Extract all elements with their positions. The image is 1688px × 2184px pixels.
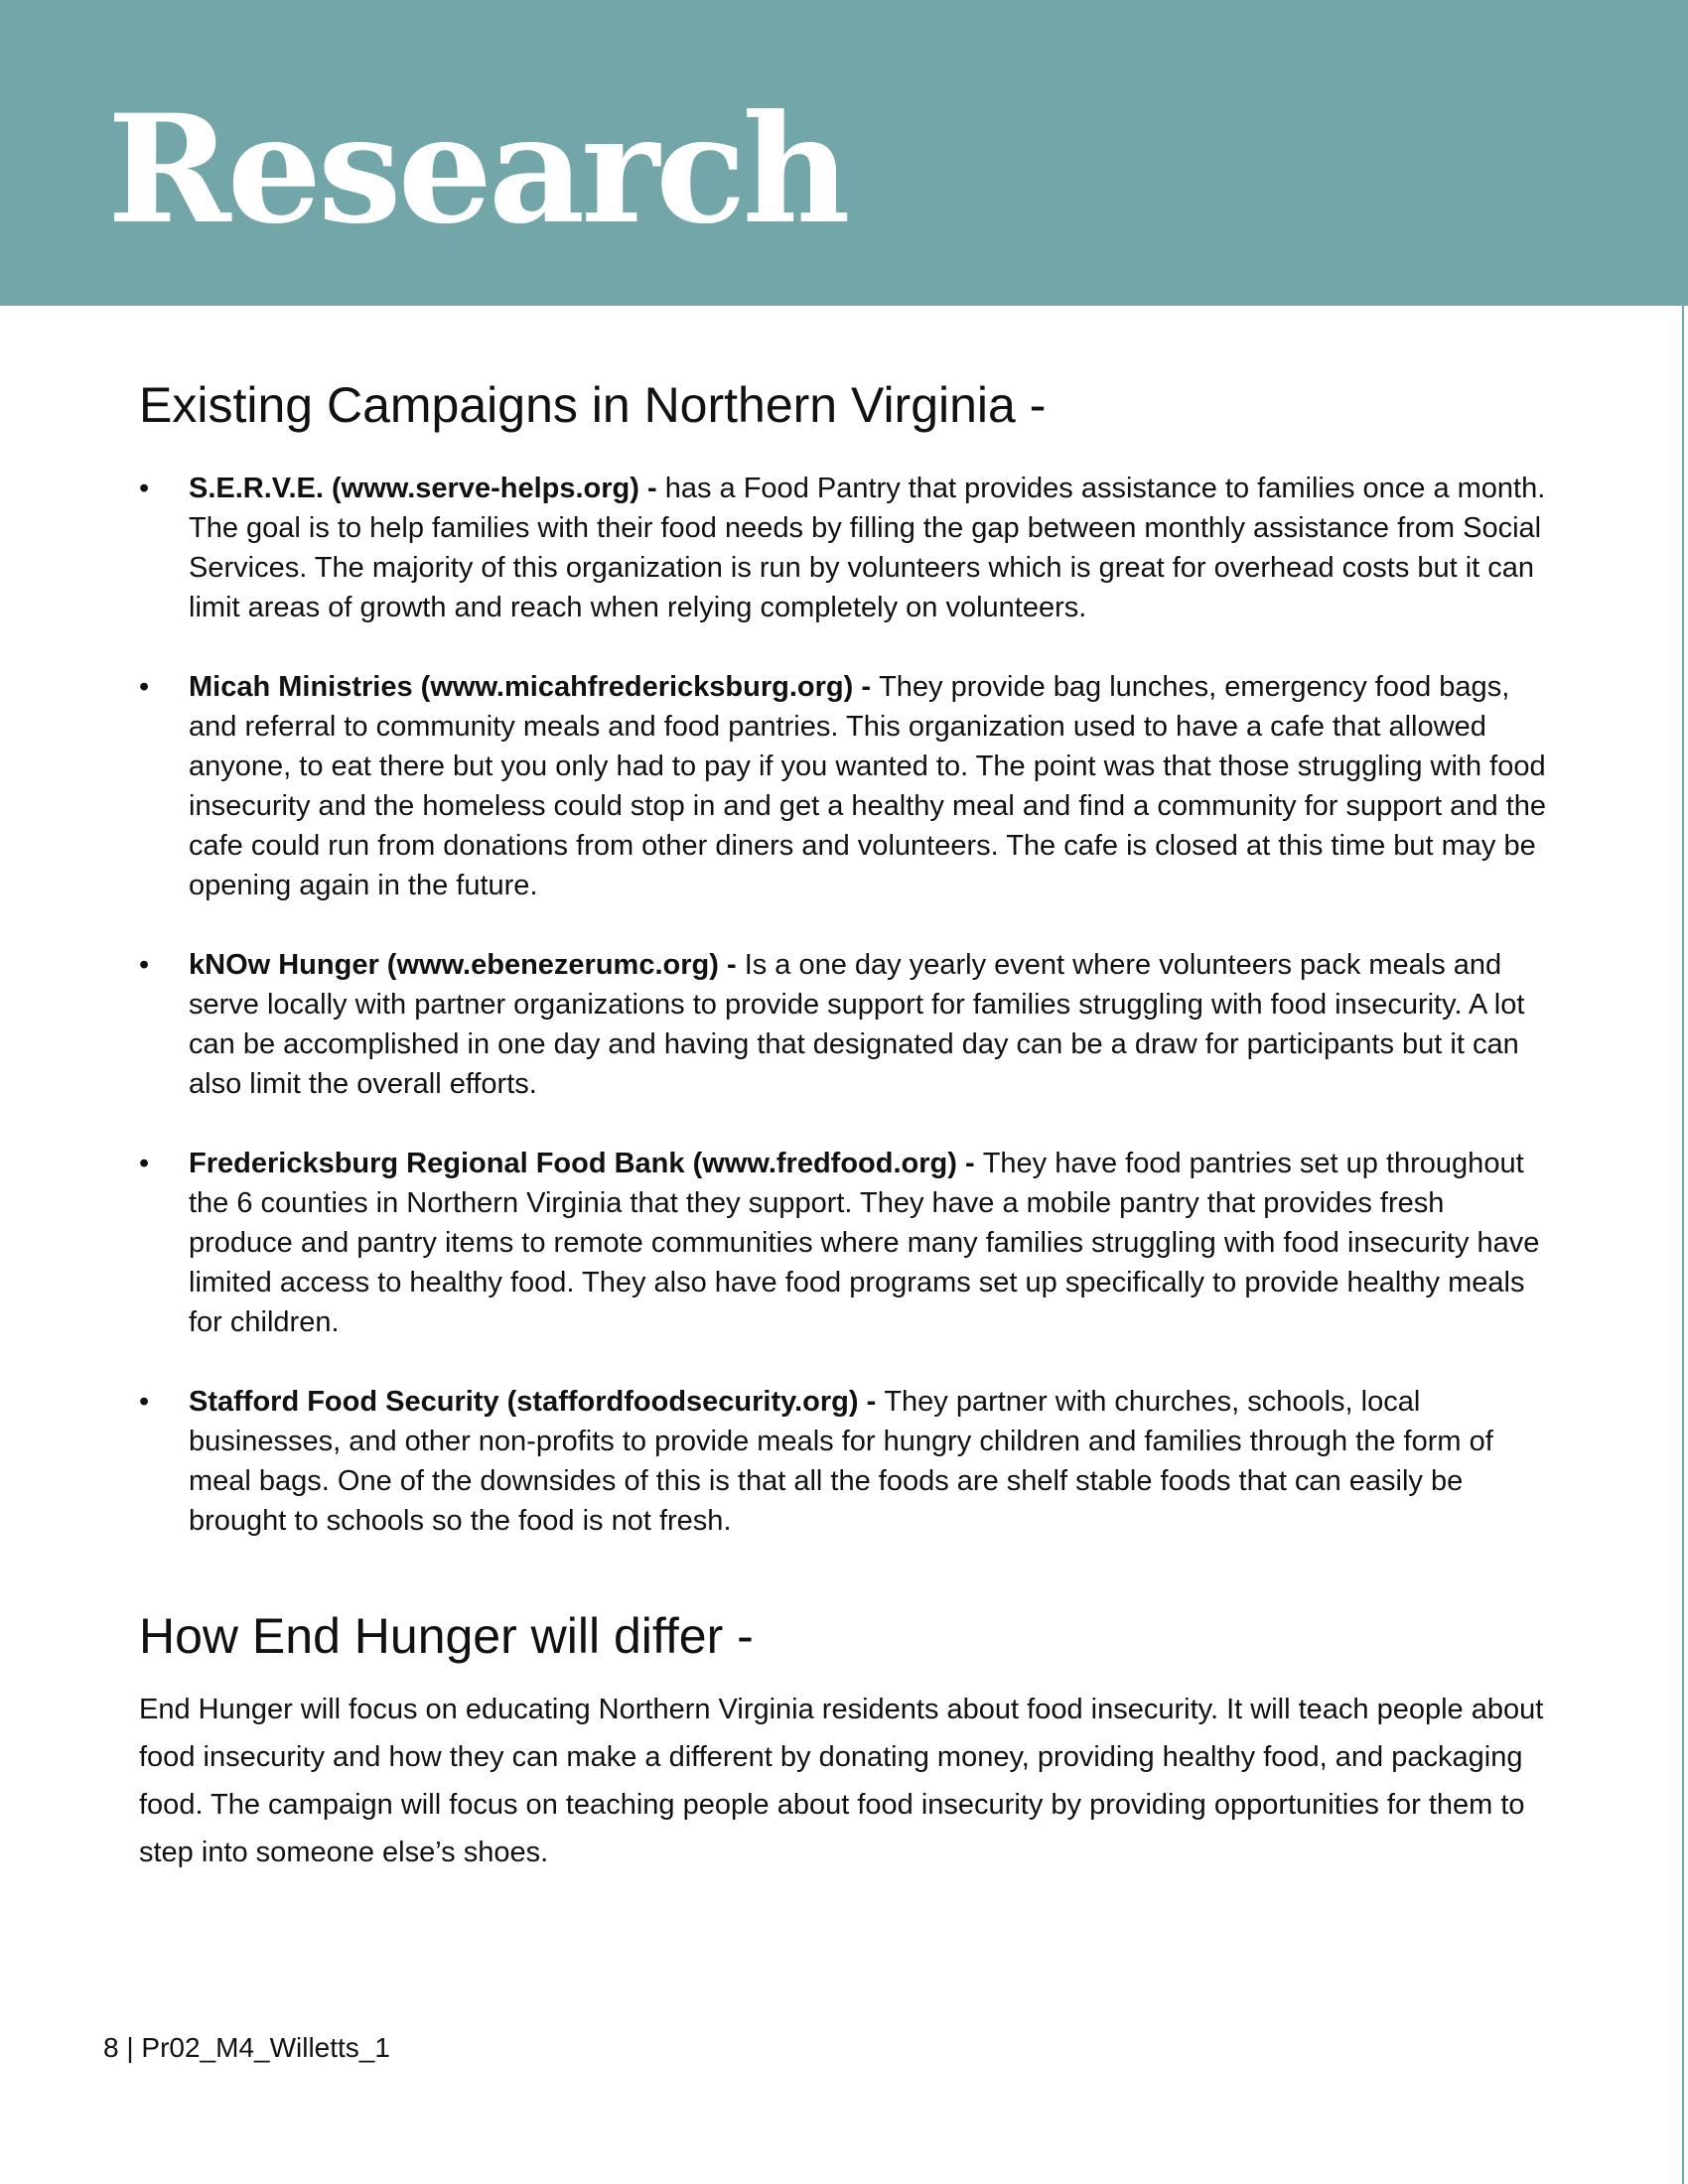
differ-paragraph: End Hunger will focus on educating Northern Virginia residents about food insecurity. It will teach people about food insecurity and how they can make a different by donating money, providing healthy food, and packaging food. The campaign will focus on teaching people about food insecurity by providing opportunities for them to step into someone else’s shoes.	[139, 1694, 1544, 1868]
campaign-name: kNOw Hunger (www.ebenezerumc.org)	[189, 949, 719, 981]
list-item	[139, 1382, 1549, 1541]
campaign-list	[139, 469, 1549, 1580]
bullet-icon: •	[139, 473, 150, 504]
campaign-name: Stafford Food Security (staffordfoodsecurity.org)	[189, 1386, 859, 1418]
differ-heading: How End Hunger will differ -	[139, 1608, 754, 1664]
campaign-separator: -	[853, 671, 880, 703]
campaign-description: They have food pantries set up throughout the 6 counties in Northern Virginia that they support. They have a mobile pantry that provides fresh produce and pantry items to remote communities where many families struggling with food insecurity have limited access to healthy food. They also have food programs set up specifically to provide healthy meals for children.	[189, 1148, 1540, 1338]
campaign-separator: -	[638, 473, 665, 504]
campaign-description: They partner with churches, schools, local businesses, and other non-profits to provide meals for hungry children and families through the form of meal bags. One of the downsides of this is that all the foods are shelf stable foods that can easily be brought to schools so the food is not fresh.	[189, 1386, 1493, 1537]
campaign-name: S.E.R.V.E. (www.serve-helps.org)	[189, 473, 639, 504]
campaign-separator: -	[858, 1386, 885, 1418]
list-item	[139, 945, 1549, 1104]
campaign-separator: -	[718, 949, 745, 981]
bullet-icon: •	[139, 671, 150, 703]
campaign-separator: -	[956, 1148, 983, 1179]
page-footer: 8 | Pr02_M4_Willetts_1	[103, 2032, 390, 2063]
bullet-icon: •	[139, 1386, 150, 1418]
campaign-name: Micah Ministries (www.micahfredericksburg.org)	[189, 671, 854, 703]
page-title: Research	[107, 82, 847, 257]
campaign-name: Fredericksburg Regional Food Bank (www.fredfood.org)	[189, 1148, 957, 1179]
list-item	[139, 667, 1549, 905]
bullet-icon: •	[139, 1148, 150, 1179]
list-item	[139, 1144, 1549, 1342]
bullet-icon: •	[139, 949, 150, 981]
campaign-description: They provide bag lunches, emergency food bags, and referral to community meals and food pantries. This organization used to have a cafe that allowed anyone, to eat there but you only had to pay if you wanted to. The point was that those struggling with food insecurity and the homeless could stop in and get a healthy meal and find a community for support and the cafe could run from donations from other diners and volunteers. The cafe is closed at this time but may be opening again in the future.	[189, 671, 1547, 901]
campaign-description: has a Food Pantry that provides assistance to families once a month. The goal is to help families with their food needs by filling the gap between monthly assistance from Social Services. The majority of this organization is run by volunteers which is great for overhead costs but it can limit areas of growth and reach when relying completely on volunteers.	[189, 473, 1546, 623]
right-edge-rule	[1682, 306, 1684, 2184]
campaigns-heading: Existing Campaigns in Northern Virginia -	[139, 377, 1047, 433]
header-band	[0, 0, 1688, 306]
list-item	[139, 469, 1549, 627]
campaign-description: Is a one day yearly event where volunteers pack meals and serve locally with partner organizations to provide support for families struggling with food insecurity. A lot can be accomplished in one day and having that designated day can be a draw for participants but it can also limit the overall efforts.	[189, 949, 1525, 1100]
